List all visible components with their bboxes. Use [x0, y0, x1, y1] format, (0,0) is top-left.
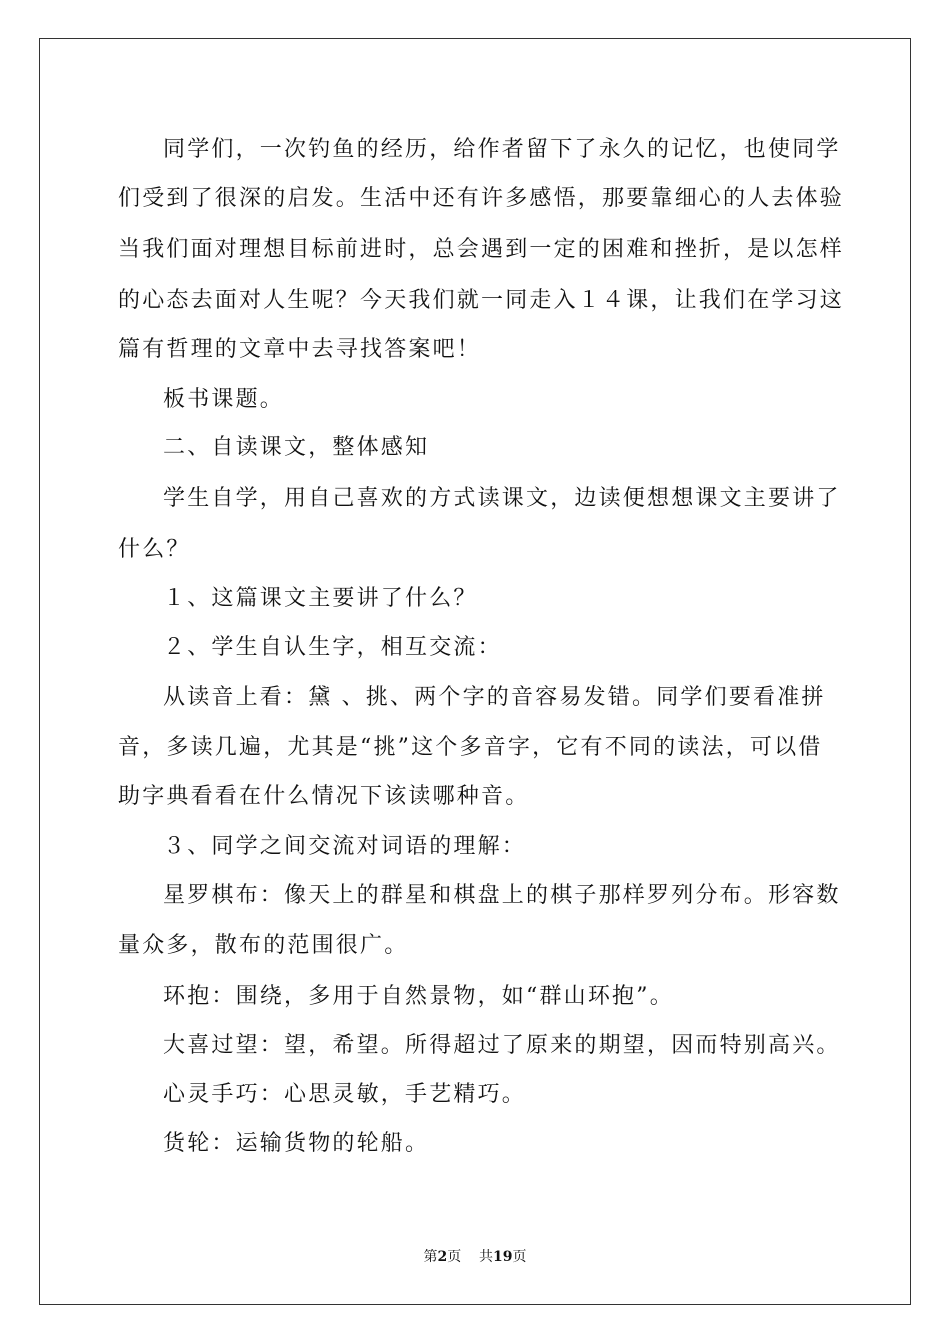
- paragraph-line: 学生自学，用自己喜欢的方式读课文，边读便想想课文主要讲了: [163, 486, 841, 511]
- paragraph-line: 什么？: [118, 537, 191, 562]
- list-item: ２、学生自认生字，相互交流：: [163, 635, 502, 660]
- total-pages: 19: [493, 1249, 513, 1265]
- paragraph-line: 环抱：围绕，多用于自然景物，如“群山环抱”。: [163, 984, 674, 1009]
- paragraph-line: 从读音上看：黛 、挑、两个字的音容易发错。同学们要看准拼: [163, 685, 826, 710]
- paragraph-line: 篇有哲理的文章中去寻找答案吧！: [118, 337, 482, 362]
- list-item: １、这篇课文主要讲了什么？: [163, 586, 478, 611]
- paragraph-line: 量众多，散布的范围很广。: [118, 933, 409, 958]
- page-border: [39, 38, 911, 1305]
- paragraph-line: 大喜过望：望，希望。所得超过了原来的期望，因而特别高兴。: [163, 1033, 841, 1058]
- footer-total-suffix: 页: [512, 1249, 527, 1265]
- paragraph-line: 当我们面对理想目标前进时，总会遇到一定的困难和挫折，是以怎样: [118, 237, 845, 262]
- footer-total-prefix: 共: [479, 1249, 494, 1265]
- paragraph-line: 的心态去面对人生呢？今天我们就一同走入１４课，让我们在学习这: [118, 288, 845, 313]
- footer-page-suffix: 页: [447, 1249, 462, 1265]
- paragraph-line: 星罗棋布：像天上的群星和棋盘上的棋子那样罗列分布。形容数: [163, 883, 841, 908]
- page-number: 2: [437, 1249, 448, 1265]
- paragraph-line: 们受到了很深的启发。生活中还有许多感悟，那要靠细心的人去体验: [118, 186, 845, 211]
- list-item: ３、同学之间交流对词语的理解：: [163, 834, 527, 859]
- paragraph-line: 音，多读几遍，尤其是“挑”这个多音字，它有不同的读法，可以借: [118, 735, 823, 760]
- footer-prefix: 第: [423, 1249, 438, 1265]
- paragraph-line: 货轮：运输货物的轮船。: [163, 1131, 430, 1156]
- section-heading: 二、自读课文，整体感知: [163, 435, 430, 460]
- paragraph-line: 助字典看看在什么情况下该读哪种音。: [118, 784, 530, 809]
- paragraph-line: 板书课题。: [163, 387, 285, 412]
- paragraph-line: 同学们，一次钓鱼的经历，给作者留下了永久的记忆，也使同学: [163, 137, 841, 162]
- paragraph-line: 心灵手巧：心思灵敏，手艺精巧。: [163, 1082, 527, 1107]
- page-footer: [0, 1248, 950, 1266]
